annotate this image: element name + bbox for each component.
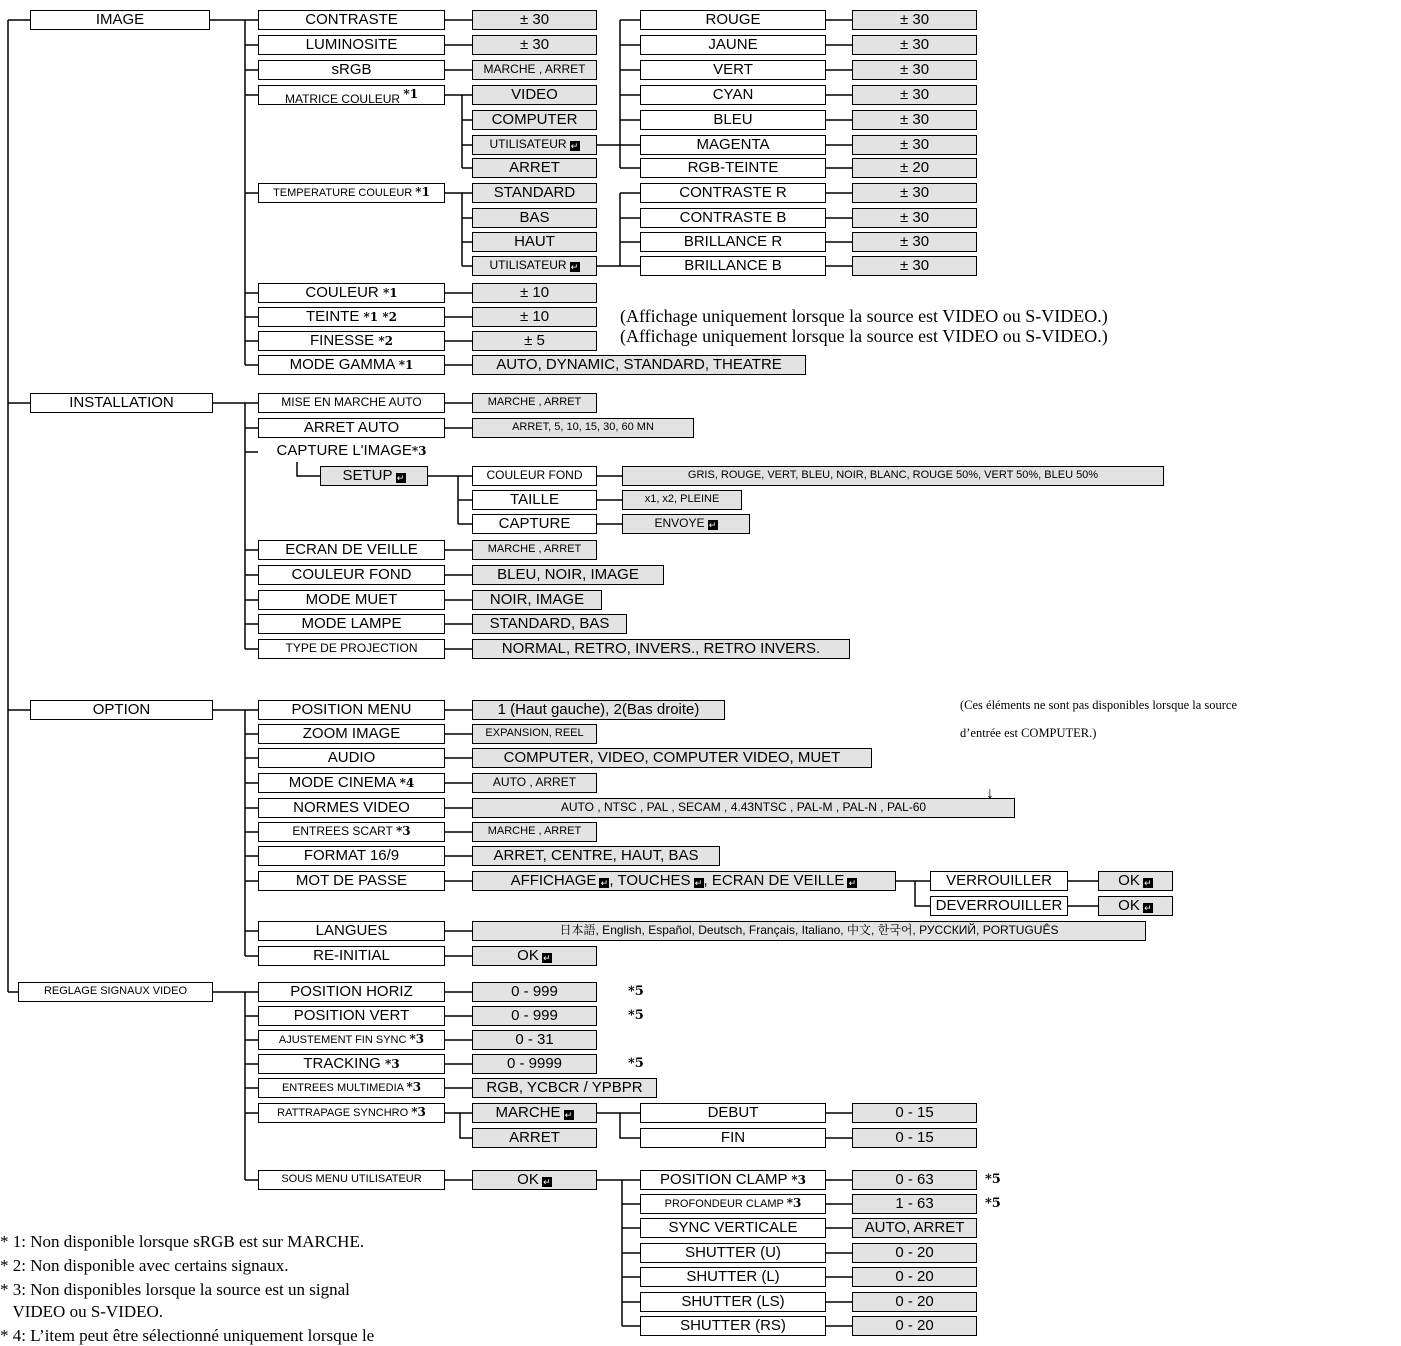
footnote-ref: *2 [378, 334, 393, 348]
item-langues[interactable]: LANGUES [258, 921, 445, 941]
matrice-opt-video[interactable]: VIDEO [472, 85, 597, 105]
user-label: PROFONDEUR CLAMP [664, 1198, 784, 1210]
item-finesse[interactable] [258, 331, 445, 351]
rattrapage-label: RATTRAPAGE SYNCHRO [277, 1107, 409, 1119]
temp-user-label: UTILISATEUR [489, 258, 567, 272]
mdp-ecran: , ECRAN DE VEILLE [703, 872, 845, 889]
setup-taille[interactable]: TAILLE [472, 490, 597, 510]
matrice-user-rouge-val: ± 30 [852, 10, 977, 30]
matrice-user-cyan-val: ± 30 [852, 85, 977, 105]
temp-user-contraste-b[interactable]: CONTRASTE B [640, 208, 826, 228]
matrice-user-rgb-teinte-val: ± 20 [852, 158, 977, 178]
value-couleur-fond: BLEU, NOIR, IMAGE [472, 565, 664, 585]
enter-key-icon: ↵ [396, 473, 405, 483]
value-mode-lampe: STANDARD, BAS [472, 614, 627, 634]
menu-option[interactable]: OPTION [30, 700, 213, 720]
marche-label: MARCHE [495, 1104, 561, 1121]
enter-key-icon: ↵ [564, 1110, 573, 1120]
footnote-ref: *3 [791, 1173, 807, 1187]
item-zoom-image[interactable]: ZOOM IMAGE [258, 724, 445, 744]
item-entrees-scart[interactable] [258, 822, 445, 842]
couleur-label: COULEUR [305, 284, 379, 301]
value-srgb: MARCHE , ARRET [472, 60, 597, 80]
deverrouiller-ok[interactable] [1098, 896, 1173, 916]
item-tracking[interactable] [258, 1054, 445, 1074]
item-ajustement-fin-sync[interactable] [258, 1030, 445, 1050]
note-teinte: (Affichage uniquement lorsque la source est VIDEO ou S-VIDEO.) [620, 326, 1108, 346]
scart-label: ENTREES SCART [292, 824, 393, 838]
matrice-user-rgb-teinte[interactable]: RGB-TEINTE [640, 158, 826, 178]
item-matrice-couleur[interactable] [258, 85, 445, 105]
mdp-touches: , TOUCHES [609, 872, 691, 889]
user-shutter-u[interactable]: SHUTTER (U) [640, 1243, 826, 1263]
footnote-ref: *3 [411, 1105, 426, 1119]
enter-key-icon: ↵ [694, 878, 703, 888]
item-srgb[interactable]: sRGB [258, 60, 445, 80]
temp-user-contraste-r[interactable]: CONTRASTE R [640, 183, 826, 203]
item-position-horiz[interactable]: POSITION HORIZ [258, 982, 445, 1002]
ok-label: OK [1118, 897, 1140, 914]
footnote-3: * 3: Non disponibles lorsque la source est un signal [0, 1280, 350, 1299]
enter-key-icon: ↵ [570, 141, 579, 151]
temp-user-brillance-r-val: ± 30 [852, 232, 977, 252]
value-contraste: ± 30 [472, 10, 597, 30]
option-note-line1: (Ces éléments ne sont pas disponibles lorsque la source [960, 698, 1238, 712]
value-mode-cinema: AUTO , ARRET [472, 773, 597, 793]
footnote-ref: *3 [786, 1196, 802, 1210]
enter-key-icon: ↵ [708, 520, 717, 530]
footnote-star5: *5 [985, 1196, 1001, 1211]
footnote-2: * 2: Non disponible avec certains signaux. [0, 1256, 289, 1275]
rattrapage-arret[interactable]: ARRET [472, 1128, 597, 1148]
item-audio[interactable]: AUDIO [258, 748, 445, 768]
teinte-label: TEINTE [306, 308, 360, 325]
gamma-label: MODE GAMMA [289, 356, 395, 373]
ok-label: OK [517, 947, 539, 964]
setup-taille-val: x1, x2, PLEINE [622, 490, 742, 510]
item-mode-muet[interactable]: MODE MUET [258, 590, 445, 610]
item-arret-auto[interactable]: ARRET AUTO [258, 418, 445, 438]
value-couleur: ± 10 [472, 283, 597, 303]
value-fin: 0 - 15 [852, 1128, 977, 1148]
value-finesse: ± 5 [472, 331, 597, 351]
item-verrouiller[interactable]: VERROUILLER [930, 871, 1068, 891]
temperature-label: TEMPERATURE COULEUR [273, 187, 413, 199]
value-normes-video: AUTO , NTSC , PAL , SECAM , 4.43NTSC , PAL-M , PAL-N , PAL-60 [472, 798, 1015, 818]
menu-installation[interactable]: INSTALLATION [30, 393, 213, 413]
capture-label: CAPTURE L'IMAGE [276, 442, 412, 459]
temp-user-contraste-r-val: ± 30 [852, 183, 977, 203]
value-langues: 日本語, English, Español, Deutsch, Français, Italiano, 中文, 한국어, РУССКИЙ, PORTUGUÊS [472, 921, 1146, 941]
item-debut[interactable]: DEBUT [640, 1103, 826, 1123]
temp-opt-bas[interactable]: BAS [472, 208, 597, 228]
item-rattrapage-synchro[interactable] [258, 1103, 445, 1123]
item-position-menu[interactable]: POSITION MENU [258, 700, 445, 720]
item-setup[interactable] [320, 466, 428, 486]
user-shutter-l[interactable]: SHUTTER (L) [640, 1267, 826, 1287]
ok-label: OK [517, 1171, 539, 1188]
value-ajustement-fin-sync: 0 - 31 [472, 1030, 597, 1050]
user-sync-verticale[interactable]: SYNC VERTICALE [640, 1218, 826, 1238]
item-mot-de-passe[interactable]: MOT DE PASSE [258, 871, 445, 891]
matrice-user-vert[interactable]: VERT [640, 60, 826, 80]
footnote-ref: *1 [398, 358, 414, 372]
user-profondeur-clamp-val: 1 - 63 [852, 1194, 977, 1214]
value-arret-auto: ARRET, 5, 10, 15, 30, 60 MN [472, 418, 694, 438]
value-mode-muet: NOIR, IMAGE [472, 590, 602, 610]
setup-label: SETUP [342, 467, 393, 484]
item-contraste[interactable]: CONTRASTE [258, 10, 445, 30]
footnote-1: * 1: Non disponible lorsque sRGB est sur MARCHE. [0, 1232, 365, 1251]
item-entrees-multimedia[interactable] [258, 1078, 445, 1098]
temp-opt-haut[interactable]: HAUT [472, 232, 597, 252]
matrice-user-rouge[interactable]: ROUGE [640, 10, 826, 30]
item-format-16-9[interactable]: FORMAT 16/9 [258, 846, 445, 866]
value-format-16-9: ARRET, CENTRE, HAUT, BAS [472, 846, 720, 866]
ok-label: OK [1118, 872, 1140, 889]
menu-image[interactable]: IMAGE [30, 10, 210, 30]
user-shutter-ls-val: 0 - 20 [852, 1292, 977, 1312]
matrice-user-jaune[interactable]: JAUNE [640, 35, 826, 55]
matrice-user-bleu-val: ± 30 [852, 110, 977, 130]
matrice-user-magenta[interactable]: MAGENTA [640, 135, 826, 155]
value-position-horiz: 0 - 999 [472, 982, 597, 1002]
verrouiller-ok[interactable] [1098, 871, 1173, 891]
footnote-star5: *5 [628, 1056, 644, 1071]
item-fin[interactable]: FIN [640, 1128, 826, 1148]
user-shutter-l-val: 0 - 20 [852, 1267, 977, 1287]
item-luminosite[interactable]: LUMINOSITE [258, 35, 445, 55]
tracking-label: TRACKING [303, 1055, 381, 1072]
item-mode-cinema[interactable] [258, 773, 445, 793]
footnote-star5: *5 [628, 984, 644, 999]
setup-capture[interactable]: CAPTURE [472, 514, 597, 534]
item-type-projection[interactable]: TYPE DE PROJECTION [258, 639, 445, 659]
footnote-star5: *5 [628, 1008, 644, 1023]
user-sync-verticale-val: AUTO, ARRET [852, 1218, 977, 1238]
footnote-ref: *3 [385, 1057, 400, 1071]
footnote-ref: *4 [399, 776, 415, 790]
item-mode-gamma[interactable] [258, 355, 445, 375]
footnote-ref: *3 [406, 1080, 422, 1094]
footnote-ref: *3 [411, 444, 427, 458]
enter-key-icon: ↵ [600, 878, 609, 888]
matrice-opt-computer[interactable]: COMPUTER [472, 110, 597, 130]
mdp-affichage: AFFICHAGE [510, 872, 597, 889]
footnote-4: * 4: L’item peut être sélectionné uniquement lorsque le [0, 1326, 375, 1345]
matrice-user-vert-val: ± 30 [852, 60, 977, 80]
matrice-user-magenta-val: ± 30 [852, 135, 977, 155]
temp-opt-standard[interactable]: STANDARD [472, 183, 597, 203]
down-arrow-icon: ↓ [986, 785, 994, 802]
item-temperature-couleur[interactable] [258, 183, 445, 203]
value-entrees-scart: MARCHE , ARRET [472, 822, 597, 842]
value-mode-gamma: AUTO, DYNAMIC, STANDARD, THEATRE [472, 355, 806, 375]
note-couleur: (Affichage uniquement lorsque la source est VIDEO ou S-VIDEO.) [620, 306, 1108, 326]
value-entrees-multimedia: RGB, YCBCR / YPBPR [472, 1078, 657, 1098]
value-position-menu: 1 (Haut gauche), 2(Bas droite) [472, 700, 725, 720]
item-capture-image[interactable] [258, 442, 445, 462]
temp-user-brillance-r[interactable]: BRILLANCE R [640, 232, 826, 252]
enter-key-icon: ↵ [1144, 903, 1152, 913]
footnote-star5: *5 [985, 1172, 1001, 1187]
item-couleur-fond[interactable]: COULEUR FOND [258, 565, 445, 585]
user-profondeur-clamp[interactable] [640, 1194, 826, 1214]
value-re-initial[interactable] [472, 946, 597, 966]
value-sous-menu-utilisateur[interactable] [472, 1170, 597, 1190]
value-audio: COMPUTER, VIDEO, COMPUTER VIDEO, MUET [472, 748, 872, 768]
item-sous-menu-utilisateur[interactable]: SOUS MENU UTILISATEUR [258, 1170, 445, 1190]
rattrapage-marche[interactable] [472, 1103, 597, 1123]
footnote-ref: *1 [382, 286, 398, 300]
ajust-label: AJUSTEMENT FIN SYNC [278, 1034, 407, 1046]
item-teinte[interactable] [258, 307, 445, 327]
item-ecran-veille[interactable]: ECRAN DE VEILLE [258, 540, 445, 560]
setup-couleur-fond-val: GRIS, ROUGE, VERT, BLEU, NOIR, BLANC, ROUGE 50%, VERT 50%, BLEU 50% [622, 466, 1164, 486]
value-ecran-veille: MARCHE , ARRET [472, 540, 597, 560]
item-deverrouiller[interactable]: DEVERROUILLER [930, 896, 1068, 916]
temp-user-contraste-b-val: ± 30 [852, 208, 977, 228]
item-normes-video[interactable]: NORMES VIDEO [258, 798, 445, 818]
finesse-label: FINESSE [310, 332, 375, 349]
user-shutter-u-val: 0 - 20 [852, 1243, 977, 1263]
temp-user-brillance-b-val: ± 30 [852, 256, 977, 276]
enter-key-icon: ↵ [1144, 878, 1152, 888]
value-type-projection: NORMAL, RETRO, INVERS., RETRO INVERS. [472, 639, 850, 659]
enter-key-icon: ↵ [543, 1177, 551, 1187]
value-mise-en-marche-auto: MARCHE , ARRET [472, 393, 597, 413]
footnote-ref: *3 [395, 824, 411, 838]
value-position-vert: 0 - 999 [472, 1006, 597, 1026]
matrice-user-cyan[interactable]: CYAN [640, 85, 826, 105]
enter-key-icon: ↵ [848, 878, 857, 888]
footnote-ref: *3 [409, 1032, 425, 1046]
value-mot-de-passe[interactable] [472, 871, 896, 891]
value-tracking: 0 - 9999 [472, 1054, 597, 1074]
menu-reglage-signaux-video[interactable]: REGLAGE SIGNAUX VIDEO [18, 982, 213, 1002]
temp-opt-utilisateur[interactable] [472, 256, 597, 276]
value-teinte: ± 10 [472, 307, 597, 327]
envoye-label: ENVOYE [654, 516, 705, 530]
setup-couleur-fond[interactable]: COULEUR FOND [472, 466, 597, 486]
user-position-clamp-val: 0 - 63 [852, 1170, 977, 1190]
item-mode-lampe[interactable]: MODE LAMPE [258, 614, 445, 634]
setup-capture-val[interactable] [622, 514, 750, 534]
footnote-ref: *1 [415, 185, 430, 199]
matrice-user-bleu[interactable]: BLEU [640, 110, 826, 130]
item-couleur[interactable] [258, 283, 445, 303]
option-note-line2: d’entrée est COMPUTER.) [960, 726, 1097, 740]
user-shutter-rs-val: 0 - 20 [852, 1316, 977, 1336]
cinema-label: MODE CINEMA [288, 774, 396, 791]
footnote-ref: *1 *2 [363, 310, 397, 324]
enter-key-icon: ↵ [543, 953, 551, 963]
item-position-vert[interactable]: POSITION VERT [258, 1006, 445, 1026]
enter-key-icon: ↵ [570, 262, 579, 272]
matrice-opt-utilisateur[interactable] [472, 135, 597, 155]
value-debut: 0 - 15 [852, 1103, 977, 1123]
matrice-opt-arret[interactable]: ARRET [472, 158, 597, 178]
user-shutter-rs[interactable]: SHUTTER (RS) [640, 1316, 826, 1336]
user-label: POSITION CLAMP [659, 1171, 788, 1188]
value-zoom-image: EXPANSION, REEL [472, 724, 597, 744]
item-re-initial[interactable]: RE-INITIAL [258, 946, 445, 966]
user-position-clamp[interactable] [640, 1170, 826, 1190]
user-shutter-ls[interactable]: SHUTTER (LS) [640, 1292, 826, 1312]
value-luminosite: ± 30 [472, 35, 597, 55]
footnote-ref: *1 [403, 87, 419, 101]
temp-user-brillance-b[interactable]: BRILLANCE B [640, 256, 826, 276]
matrice-user-jaune-val: ± 30 [852, 35, 977, 55]
entrees-label: ENTREES MULTIMEDIA [281, 1082, 404, 1094]
matrice-user-label: UTILISATEUR [489, 137, 567, 151]
matrice-label: MATRICE COULEUR [284, 92, 401, 105]
item-mise-en-marche-auto[interactable]: MISE EN MARCHE AUTO [258, 393, 445, 413]
footnote-3-cont: VIDEO ou S-VIDEO. [0, 1302, 164, 1321]
